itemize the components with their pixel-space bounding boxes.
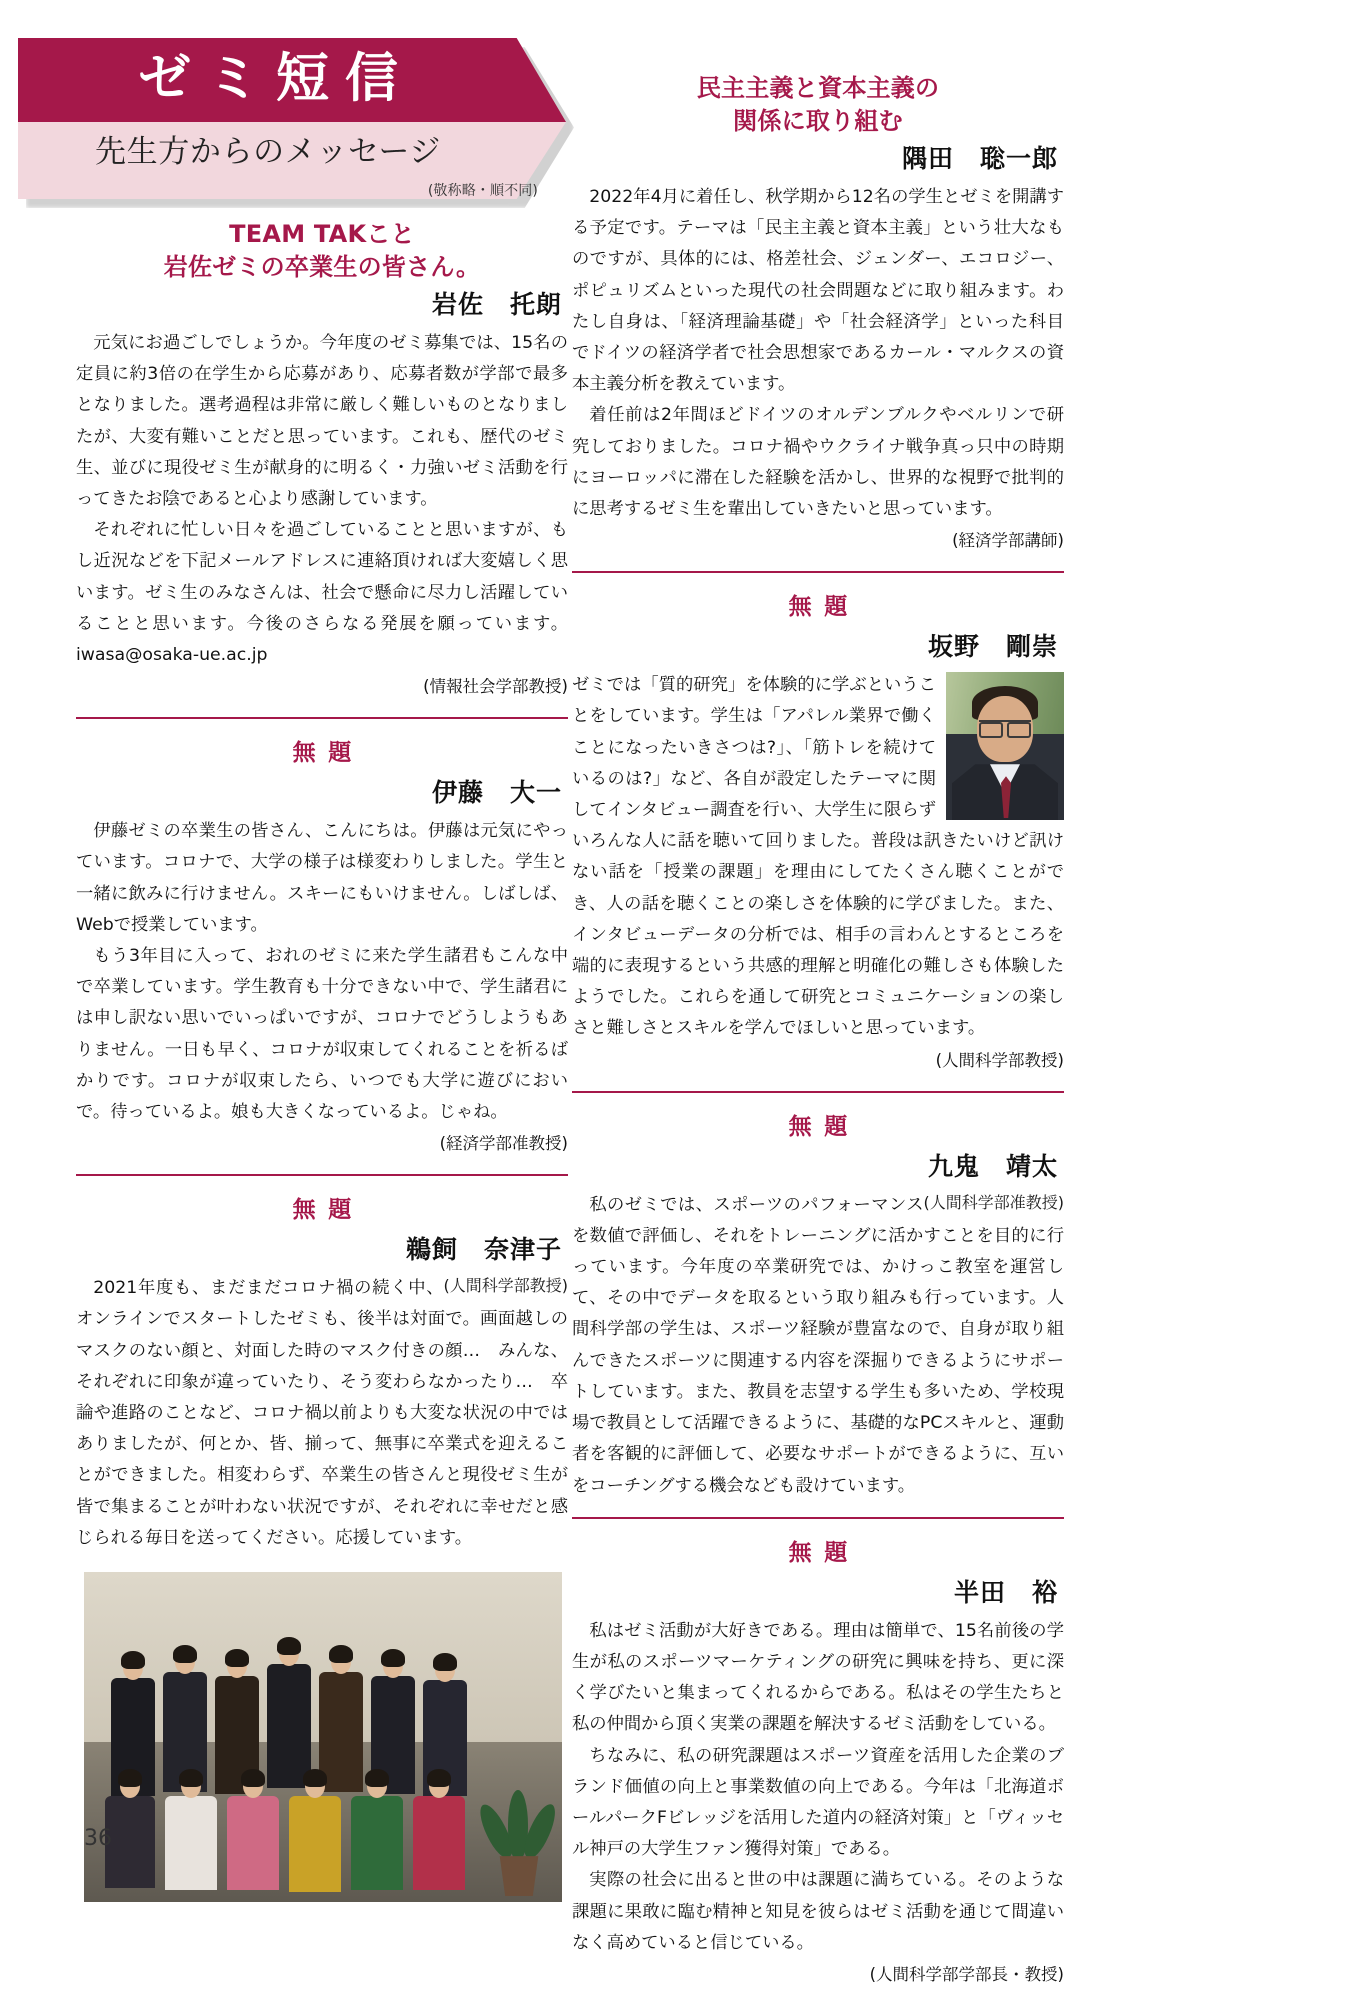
article-body bbox=[572, 1190, 1064, 1502]
paragraph: それぞれに忙しい日々を過ごしていることと思いますが、もし近況などを下記メールアドレスに連絡頂ければ大変嬉しく思います。ゼミ生のみなさんは、社会で懸命に尽力し活躍していることと思います。今後のさらなる発展を願っています。iwasa@osaka-ue.ac.jp bbox=[76, 520, 568, 666]
author-portrait-photo bbox=[946, 672, 1064, 820]
article-heading-untitled: 無題 bbox=[788, 1113, 860, 1140]
article-body bbox=[76, 1273, 568, 1554]
right-column bbox=[572, 72, 1064, 1994]
banner-note: (敬称略・順不同) bbox=[427, 183, 538, 199]
article-body bbox=[572, 670, 1064, 1044]
author-given: 奈津子 bbox=[483, 1235, 562, 1265]
article-affiliation: (経済学部准教授) bbox=[439, 1134, 568, 1154]
article-author bbox=[572, 1572, 1064, 1616]
article-heading bbox=[572, 72, 1064, 138]
photo-potted-plant bbox=[482, 1776, 556, 1896]
paragraph: 実際の社会に出ると世の中は課題に満ちている。そのような課題に果敢に臨む精神と知見を彼らはゼミ活動を通じて間違いなく高めていると信じている。 bbox=[572, 1870, 1064, 1953]
paragraph: 私はゼミ活動が大好きである。理由は簡単で、15名前後の学生が私のスポーツマーケティングの研究に興味を持ち、更に深く学びたいと集まってくれるからである。私はその学生たちと私の仲間から頂く実業の課題を解決するゼミ活動をしている。 bbox=[572, 1620, 1064, 1735]
group-photo bbox=[84, 1572, 562, 1902]
photo-person bbox=[224, 1774, 282, 1896]
article-body bbox=[76, 816, 568, 1128]
article-affiliation: (人間科学部教授) bbox=[443, 1276, 568, 1296]
author-surname: 半田 bbox=[953, 1577, 1006, 1607]
article-divider bbox=[572, 1517, 1064, 1519]
paragraph: 私のゼミでは、スポーツのパフォーマンスを数値で評価し、それをトレーニングに活かすことを目的に行っています。今年度の卒業研究では、かけっこ教室を運営して、その中でデータを取るという取り組みも行っています。人間科学部の学生は、スポーツ経験が豊富なので、自身が取り組んできたスポーツに関連する内容を深掘りできるようにサポートしています。また、教員を志望する学生も多いため、学校現場で教員として活躍できるように、基礎的なPCスキルと、運動者を客観的に評価して、必要なサポートができるように、互いをコーチングする機会なども設けています。 bbox=[572, 1194, 1064, 1496]
photo-person bbox=[162, 1774, 220, 1896]
article-heading-untitled: 無題 bbox=[292, 740, 364, 767]
article-heading-untitled: 無題 bbox=[788, 1539, 860, 1566]
article-author bbox=[76, 772, 568, 816]
article-affiliation: (情報社会学部教授) bbox=[423, 677, 568, 697]
article-affiliation: (人間科学部学部長・教授) bbox=[869, 1964, 1064, 1984]
heading-line-1: 民主主義と資本主義の bbox=[696, 74, 940, 102]
paragraph: ゼミでは「質的研究」を体験的に学ぶということをしています。学生は「アパレル業界で働くことになったいきさつは?」、「筋トレを続けているのは?」など、各自が設定したテーマに関してインタビュー調査を行い、大学生に限らずいろんな人に話を聴いて回りました。普段は訊きたいけど訊けない話を「授業の課題」を理由にしてたくさん聴くことができ、人の話を聴くことの楽しさを体験的に学びました。また、インタビューデータの分析では、相手の言わんとするところを端的に表現するという共感的理解と明確化の難しさも体験したようでした。これらを通して研究とコミュニケーションの楽しさと難しさとスキルを学んでほしいと思っています。 bbox=[572, 675, 1064, 1039]
article-divider bbox=[572, 571, 1064, 573]
author-surname: 隅田 bbox=[901, 144, 954, 173]
photo-person bbox=[410, 1774, 468, 1896]
author-given: 聡一郎 bbox=[979, 144, 1058, 173]
author-given: 托朗 bbox=[509, 290, 562, 319]
article-body bbox=[572, 1616, 1064, 1959]
paragraph: ちなみに、私の研究課題はスポーツ資産を活用した企業のブランド価値の向上と事業数値の向上である。今年は「北海道ボールパークFビレッジを活用した道内の経済対策」と「ヴィッセル神戸の大学生ファン獲得対策」である。 bbox=[572, 1745, 1064, 1860]
author-surname: 伊藤 bbox=[431, 778, 484, 808]
banner-title: ゼミ短信 bbox=[138, 48, 414, 109]
article-author bbox=[572, 138, 1064, 182]
author-surname: 坂野 bbox=[927, 632, 980, 662]
author-given: 裕 bbox=[1031, 1577, 1058, 1607]
paragraph: 元気にお過ごしでしょうか。今年度のゼミ募集では、15名の定員に約3倍の在学生から応募があり、応募者数が学部で最多となりました。選考過程は非常に厳しく難しいものとなりましたが、大変有難いことだと思っています。これも、歴代のゼミ生、並びに現役ゼミ生が献身的に明るく・力強いゼミ活動を行ってきたお陰であると心より感謝しています。 bbox=[76, 333, 568, 510]
article-divider bbox=[572, 1091, 1064, 1093]
article-divider bbox=[76, 717, 568, 719]
author-given: 大一 bbox=[509, 778, 562, 808]
article-heading-untitled: 無題 bbox=[292, 1197, 364, 1224]
paragraph: 2022年4月に着任し、秋学期から12名の学生とゼミを開講する予定です。テーマは「民主主義と資本主義」という壮大なものですが、具体的には、格差社会、ジェンダー、エコロジー、ポピュリズムといった現代の社会問題などに取り組みます。わたし自身は、「経済理論基礎」や「社会経済学」といった科目でドイツの経済学者で社会思想家であるカール・マルクスの資本主義分析を教えています。 bbox=[572, 187, 1064, 395]
paragraph: 2021年度も、まだまだコロナ禍の続く中、オンラインでスタートしたゼミも、後半は対面で。画面越しのマスクのない顔と、対面した時のマスク付きの顔… みんな、それぞれに印象が違っていたり、そう変わらなかったり… 卒論や進路のことなど、コロナ禍以前よりも大変な状況の中ではありましたが、何とか、皆、揃って、無事に卒業式を迎えることができました。相変わらず、卒業生の皆さんと現役ゼミ生が皆で集まることが叶わない状況ですが、それぞれに幸せだと感じられる毎日を送ってください。応援しています。 bbox=[76, 1278, 568, 1548]
article-iwasa bbox=[76, 218, 568, 719]
photo-person bbox=[286, 1774, 344, 1898]
article-ukai bbox=[76, 1180, 568, 1902]
photo-person bbox=[348, 1774, 406, 1896]
article-author bbox=[572, 626, 1064, 670]
article-sumida bbox=[572, 72, 1064, 573]
article-author bbox=[76, 284, 568, 328]
author-given: 剛崇 bbox=[1005, 632, 1058, 662]
heading-line-2: 岩佐ゼミの卒業生の皆さん。 bbox=[163, 253, 481, 281]
author-surname: 九鬼 bbox=[927, 1151, 980, 1181]
paragraph: もう3年目に入って、おれのゼミに来た学生諸君もこんな中で卒業しています。学生教育も十分できない中で、学生諸君には申し訳ない思いでいっぱいですが、コロナでどうしようもありません。一日も早く、コロナが収束してくれることを祈るばかりです。コロナが収束したら、いつでも大学に遊びにおいで。待っているよ。娘も大きくなっているよ。じゃね。 bbox=[76, 946, 568, 1123]
paragraph: 着任前は2年間ほどドイツのオルデンブルクやベルリンで研究しておりました。コロナ禍やウクライナ戦争真っ只中の時期にヨーロッパに滞在した経験を活かし、世界的な視野で批判的に思考するゼミ生を輩出していきたいと思っています。 bbox=[572, 405, 1064, 520]
heading-line-2: 関係に取り組む bbox=[733, 107, 903, 135]
article-banno bbox=[572, 577, 1064, 1092]
article-kuki bbox=[572, 1097, 1064, 1519]
article-ito bbox=[76, 723, 568, 1176]
article-affiliation: (人間科学部准教授) bbox=[923, 1192, 1064, 1212]
article-body bbox=[572, 182, 1064, 525]
author-given: 靖太 bbox=[1005, 1151, 1058, 1181]
page-number: 36 bbox=[84, 1826, 112, 1851]
article-heading-untitled: 無題 bbox=[788, 594, 860, 621]
paragraph: 伊藤ゼミの卒業生の皆さん、こんにちは。伊藤は元気にやっています。コロナで、大学の様子は様変わりしました。学生と一緒に飲みに行けません。スキーにもいけません。しばしば、Webで授業しています。 bbox=[76, 821, 568, 935]
article-affiliation: (人間科学部教授) bbox=[935, 1050, 1064, 1070]
article-heading bbox=[76, 218, 568, 284]
author-surname: 岩佐 bbox=[431, 290, 484, 319]
article-author bbox=[76, 1229, 568, 1273]
banner-subtitle: 先生方からのメッセージ bbox=[95, 134, 441, 170]
heading-line-1: TEAM TAKこと bbox=[229, 220, 415, 248]
article-affiliation: (経済学部講師) bbox=[952, 531, 1064, 551]
author-surname: 鵜飼 bbox=[405, 1235, 458, 1265]
article-author bbox=[572, 1146, 1064, 1190]
article-body bbox=[76, 328, 568, 671]
page-banner bbox=[18, 38, 578, 203]
left-column bbox=[76, 218, 568, 1906]
article-divider bbox=[76, 1174, 568, 1176]
